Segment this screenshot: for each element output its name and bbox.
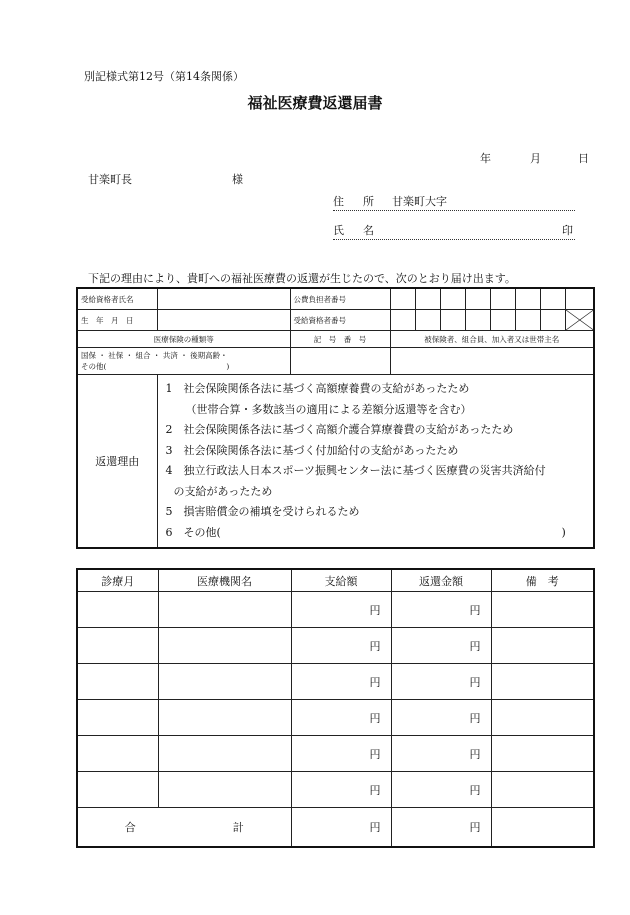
- intro-text: 下記の理由により、貴町への福祉医療費の返還が生じたので、次のとおり届け出ます。: [88, 272, 516, 285]
- month-cell[interactable]: [77, 592, 158, 628]
- col-header-month: 診療月: [77, 569, 158, 592]
- recipient-name-label: 受給資格者氏名: [77, 288, 157, 310]
- return-amount-cell[interactable]: [391, 736, 491, 772]
- col-header-return-amount: 返還金額: [391, 569, 491, 592]
- total-paid-amount-cell[interactable]: [291, 808, 391, 848]
- insurance-type-options[interactable]: [77, 348, 290, 375]
- remarks-cell[interactable]: [491, 700, 594, 736]
- yen-unit: 円: [369, 675, 381, 689]
- form-number: 別記様式第12号（第14条関係）: [84, 70, 244, 83]
- public-payer-digit[interactable]: [440, 288, 465, 310]
- remarks-cell[interactable]: [491, 592, 594, 628]
- paid-amount-cell[interactable]: [291, 736, 391, 772]
- public-payer-digit[interactable]: [565, 288, 594, 310]
- reason-item[interactable]: 1 社会保険関係各法に基づく高額療養費の支給があったため: [165, 382, 470, 395]
- page-title: 福祉医療費返還届書: [247, 94, 383, 112]
- insurance-options-line1: 国保 ・ 社保 ・ 組合 ・ 共済 ・ 後期高齢・: [81, 351, 228, 360]
- total-row: [77, 808, 594, 848]
- remarks-cell[interactable]: [491, 772, 594, 808]
- date-year: 年: [480, 152, 491, 165]
- insurance-options-line2: その他( ): [81, 362, 230, 371]
- col-header-remarks: 備 考: [491, 569, 594, 592]
- table-row: [77, 772, 594, 808]
- reason-item-note: （世帯合算・多数該当の適用による差額分返還等を含む）: [185, 402, 472, 416]
- total-label-char-1: 合: [124, 821, 136, 834]
- institution-cell[interactable]: [158, 592, 291, 628]
- total-return-amount-cell[interactable]: [391, 808, 491, 848]
- recipient-number-digit[interactable]: [515, 310, 540, 331]
- return-amount-cell[interactable]: [391, 772, 491, 808]
- recipient-name-input[interactable]: [157, 288, 290, 310]
- paid-amount-cell[interactable]: [291, 772, 391, 808]
- yen-unit: 円: [369, 747, 381, 761]
- public-payer-digit[interactable]: [490, 288, 515, 310]
- insurance-type-label: 医療保険の種類等: [77, 331, 290, 348]
- table-row: [77, 700, 594, 736]
- recipient-number-digit[interactable]: [390, 310, 415, 331]
- reason-other-close: ): [561, 525, 566, 539]
- institution-cell[interactable]: [158, 772, 291, 808]
- return-amount-cell[interactable]: [391, 628, 491, 664]
- institution-cell[interactable]: [158, 664, 291, 700]
- return-amount-cell[interactable]: [391, 664, 491, 700]
- yen-unit: 円: [469, 783, 481, 797]
- reason-other-text: 6 その他(: [165, 525, 221, 539]
- yen-unit: 円: [469, 747, 481, 761]
- total-remarks-cell[interactable]: [491, 808, 594, 848]
- table-row: [77, 628, 594, 664]
- address-label: 住 所: [333, 195, 378, 208]
- recipient-number-digit[interactable]: [465, 310, 490, 331]
- month-cell[interactable]: [77, 700, 158, 736]
- total-label-char-2: 計: [232, 821, 244, 834]
- cross-mark-icon: [566, 310, 594, 330]
- yen-unit: 円: [369, 711, 381, 725]
- yen-unit: 円: [369, 639, 381, 653]
- remarks-cell[interactable]: [491, 628, 594, 664]
- institution-cell[interactable]: [158, 628, 291, 664]
- birthdate-input[interactable]: [157, 310, 290, 331]
- paid-amount-cell[interactable]: [291, 700, 391, 736]
- info-table: [76, 287, 595, 549]
- public-payer-digit[interactable]: [390, 288, 415, 310]
- yen-unit: 円: [369, 783, 381, 797]
- yen-unit: 円: [469, 675, 481, 689]
- month-cell[interactable]: [77, 664, 158, 700]
- col-header-paid-amount: 支給額: [291, 569, 391, 592]
- reason-list: [157, 375, 594, 549]
- reason-item[interactable]: 5 損害賠償金の補填を受けられるため: [165, 505, 360, 518]
- return-amount-cell[interactable]: [391, 592, 491, 628]
- return-amount-cell[interactable]: [391, 700, 491, 736]
- table-row: [77, 664, 594, 700]
- public-payer-digit[interactable]: [465, 288, 490, 310]
- seal-mark: 印: [562, 224, 573, 237]
- public-payer-label: 公費負担者番号: [290, 288, 390, 310]
- reason-label: 返還理由: [77, 375, 157, 549]
- addressee-honorific: 様: [232, 173, 243, 186]
- name-field[interactable]: [333, 224, 575, 240]
- institution-cell[interactable]: [158, 700, 291, 736]
- yen-unit: 円: [469, 711, 481, 725]
- month-cell[interactable]: [77, 628, 158, 664]
- yen-unit: 円: [469, 603, 481, 617]
- crossed-out-cell: [565, 310, 594, 331]
- remarks-cell[interactable]: [491, 736, 594, 772]
- yen-unit: 円: [369, 821, 381, 834]
- public-payer-digit[interactable]: [515, 288, 540, 310]
- recipient-number-label: 受給資格者番号: [290, 310, 390, 331]
- insured-name-input[interactable]: [390, 348, 594, 375]
- reason-item[interactable]: 2 社会保険関係各法に基づく高額介護合算療養費の支給があったため: [165, 423, 514, 436]
- date-day: 日: [578, 152, 589, 165]
- name-label: 氏 名: [333, 224, 378, 237]
- public-payer-digit[interactable]: [415, 288, 440, 310]
- recipient-number-digit[interactable]: [540, 310, 565, 331]
- addressee: 甘楽町長: [88, 173, 132, 186]
- reason-item-continuation: の支給があったため: [173, 484, 273, 498]
- institution-cell[interactable]: [158, 736, 291, 772]
- col-header-institution: 医療機関名: [158, 569, 291, 592]
- month-cell[interactable]: [77, 736, 158, 772]
- reason-item[interactable]: 4 独立行政法人日本スポーツ振興センター法に基づく医療費の災害共済給付: [165, 464, 546, 477]
- yen-unit: 円: [469, 821, 481, 834]
- recipient-number-digit[interactable]: [440, 310, 465, 331]
- total-label: [77, 808, 291, 848]
- table-row: [77, 592, 594, 628]
- recipient-number-digit[interactable]: [415, 310, 440, 331]
- birthdate-label: 生 年 月 日: [77, 310, 157, 331]
- address-field[interactable]: [333, 195, 575, 211]
- symbol-number-input[interactable]: [290, 348, 390, 375]
- yen-unit: 円: [469, 639, 481, 653]
- insured-name-label: 被保険者、組合員、加入者又は世帯主名: [390, 331, 594, 348]
- table-row: [77, 736, 594, 772]
- address-value: 甘楽町大字: [392, 195, 447, 208]
- detail-table: [76, 568, 595, 848]
- symbol-number-label: 記 号 番 号: [290, 331, 390, 348]
- reason-item-other[interactable]: [166, 523, 586, 544]
- paid-amount-cell[interactable]: [291, 664, 391, 700]
- reason-item[interactable]: 3 社会保険関係各法に基づく付加給付の支給があったため: [165, 443, 459, 457]
- paid-amount-cell[interactable]: [291, 592, 391, 628]
- paid-amount-cell[interactable]: [291, 628, 391, 664]
- month-cell[interactable]: [77, 772, 158, 808]
- yen-unit: 円: [369, 603, 381, 617]
- date-month: 月: [530, 152, 541, 165]
- recipient-number-digit[interactable]: [490, 310, 515, 331]
- remarks-cell[interactable]: [491, 664, 594, 700]
- public-payer-digit[interactable]: [540, 288, 565, 310]
